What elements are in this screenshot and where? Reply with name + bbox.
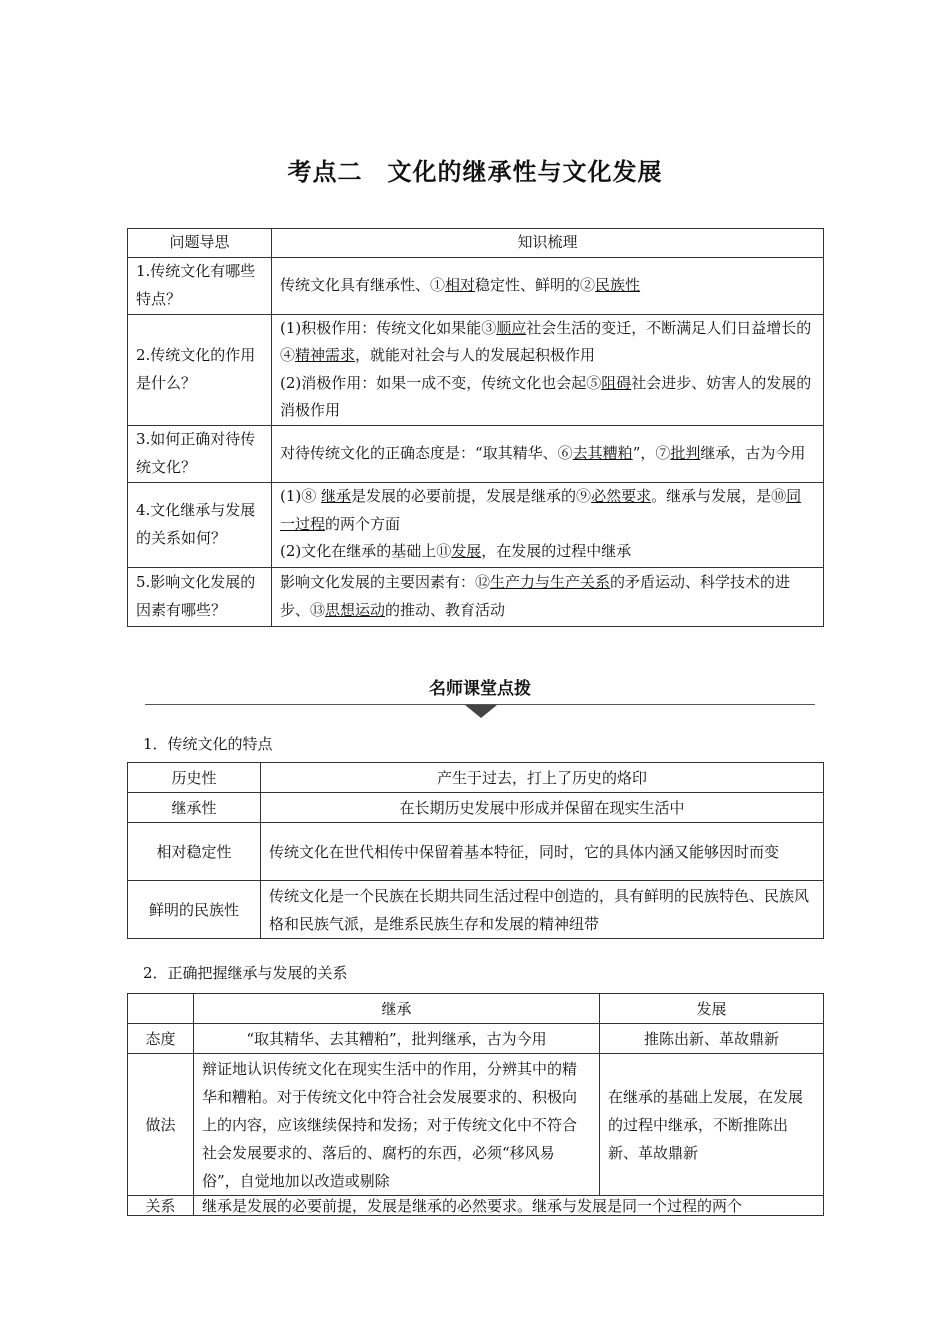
- table-row: [128, 881, 824, 939]
- answer-key-term: 发展: [451, 542, 482, 561]
- answer-key-term: 民族性: [595, 275, 641, 294]
- trait-name: 历史性: [128, 763, 261, 793]
- trait-desc: 传统文化是一个民族在长期共同生活过程中创造的，具有鲜明的民族特色、民族风格和民族气派，是维系民族生存和发展的精神纽带: [261, 881, 824, 939]
- answer-text: (2)文化在继承的基础上⑪: [280, 542, 452, 561]
- answer-text: 是发展的必要前提，发展是继承的⑨: [351, 487, 592, 506]
- answer-cell: [272, 257, 824, 314]
- question-cell: 3.如何正确对待传统文化？: [128, 425, 272, 482]
- answer-key-term: 同一过程: [280, 487, 802, 533]
- trait-desc: 在长期历史发展中形成并保留在现实生活中: [261, 793, 824, 823]
- answer-paragraph: [280, 483, 815, 538]
- answer-cell: [272, 314, 824, 425]
- trait-desc: 传统文化在世代相传中保留着基本特征，同时，它的具体内涵又能够因时而变: [261, 823, 824, 881]
- answer-key-term: 生产力与生产关系: [490, 573, 611, 591]
- inherit-develop-table: [127, 993, 824, 1216]
- answer-text: (1)积极作用：传统文化如果能③: [280, 318, 497, 337]
- answer-paragraph: [280, 569, 815, 624]
- answer-key-term: 去其糟粕: [572, 443, 633, 462]
- table-header-row: [128, 229, 824, 258]
- answer-cell: [272, 567, 824, 626]
- trait-name: 继承性: [128, 793, 261, 823]
- inherit-cell: 辩证地认识传统文化在现实生活中的作用，分辨其中的精华和糟粕。对于传统文化中符合社会发展要求的、积极向上的内容，应该继续保持和发扬；对于传统文化中不符合社会发展要求的、落后的、腐朽的东西，必须“移风易俗”，自觉地加以改造或剔除: [194, 1054, 600, 1196]
- table-header-row: [128, 994, 824, 1024]
- header-cell-knowledge: 知识梳理: [272, 229, 824, 258]
- answer-cell: [272, 482, 824, 567]
- answer-paragraph: [280, 272, 815, 300]
- answer-text: 社会生活的变迁，不断满足人们日益增长的④: [280, 318, 812, 364]
- answer-text: 的两个方面: [325, 514, 401, 533]
- row-label: 态度: [128, 1024, 194, 1054]
- table-row: [128, 425, 824, 482]
- answer-paragraph: [280, 440, 815, 468]
- answer-key-term: 继承: [321, 487, 352, 506]
- answer-text: ，在发展的过程中继承: [481, 542, 632, 561]
- answer-text: ”，⑦: [632, 443, 671, 462]
- answer-text: (1)⑧: [280, 487, 322, 506]
- section-heading-2: 2．正确把握继承与发展的关系: [143, 964, 348, 982]
- row-label: 关系: [128, 1196, 194, 1216]
- table-row: [128, 823, 824, 881]
- answer-cell: [272, 425, 824, 482]
- table-row: [128, 567, 824, 626]
- question-cell: 4.文化继承与发展的关系如何？: [128, 482, 272, 567]
- table-row: [128, 763, 824, 793]
- question-cell: 5.影响文化发展的因素有哪些？: [128, 567, 272, 626]
- trait-name: 鲜明的民族性: [128, 881, 261, 939]
- section-heading-1: 1．传统文化的特点: [143, 735, 273, 753]
- relation-cell: 继承是发展的必要前提，发展是继承的必然要求。继承与发展是同一个过程的两个: [194, 1196, 824, 1216]
- table-row: [128, 257, 824, 314]
- answer-key-term: 精神需求: [295, 346, 356, 364]
- answer-key-term: 阻碍: [601, 373, 632, 392]
- table-row: [128, 1024, 824, 1054]
- answer-text: 的推动、教育活动: [385, 600, 506, 619]
- answer-key-term: 顺应: [496, 318, 527, 337]
- header-cell-develop: 发展: [600, 994, 824, 1024]
- guide-table: [127, 228, 824, 627]
- develop-cell: 在继承的基础上发展，在发展的过程中继承，不断推陈出新、革故鼎新: [600, 1054, 824, 1196]
- row-label: 做法: [128, 1054, 194, 1196]
- table-row: [128, 1196, 824, 1216]
- answer-text: 稳定性、鲜明的②: [475, 275, 596, 294]
- table-row: [128, 1054, 824, 1196]
- trait-desc: 产生于过去，打上了历史的烙印: [261, 763, 824, 793]
- answer-paragraph: [280, 315, 815, 370]
- table-row: [128, 482, 824, 567]
- answer-text: 社会进步、妨害人的发展的消极作用: [280, 373, 812, 419]
- table-row: [128, 314, 824, 425]
- question-cell: 1.传统文化有哪些特点？: [128, 257, 272, 314]
- answer-text: 的矛盾运动、科学技术的进步、⑬: [280, 573, 791, 619]
- answer-text: (2)消极作用：如果一成不变，传统文化也会起⑤: [280, 373, 602, 392]
- answer-paragraph: [280, 370, 815, 425]
- answer-text: 。继承与发展，是⑩: [651, 487, 787, 506]
- answer-text: ，就能对社会与人的发展起积极作用: [355, 346, 596, 364]
- section-banner: [145, 672, 815, 720]
- answer-text: 继承，古为今用: [700, 443, 806, 462]
- header-cell-question: 问题导思: [128, 229, 272, 258]
- answer-key-term: 批判: [670, 443, 701, 462]
- page-title: 考点二 文化的继承性与文化发展: [287, 158, 663, 186]
- header-cell-inherit: 继承: [194, 994, 600, 1024]
- traits-table: [127, 762, 824, 939]
- trait-name: 相对稳定性: [128, 823, 261, 881]
- triangle-down-icon: [465, 705, 497, 718]
- develop-cell: 推陈出新、革故鼎新: [600, 1024, 824, 1054]
- answer-key-term: 思想运动: [325, 600, 386, 619]
- answer-key-term: 相对: [445, 275, 476, 294]
- answer-paragraph: [280, 538, 815, 566]
- answer-text: 影响文化发展的主要因素有：⑫: [280, 573, 491, 591]
- inherit-cell: “取其精华、去其糟粕”，批判继承，古为今用: [194, 1024, 600, 1054]
- answer-text: 传统文化具有继承性、①: [280, 275, 446, 294]
- question-cell: 2.传统文化的作用是什么？: [128, 314, 272, 425]
- banner-title: 名师课堂点拨: [429, 679, 531, 699]
- table-row: [128, 793, 824, 823]
- header-cell-empty: [128, 994, 194, 1024]
- answer-key-term: 必然要求: [591, 487, 652, 506]
- answer-text: 对待传统文化的正确态度是：“取其精华、⑥: [280, 443, 573, 462]
